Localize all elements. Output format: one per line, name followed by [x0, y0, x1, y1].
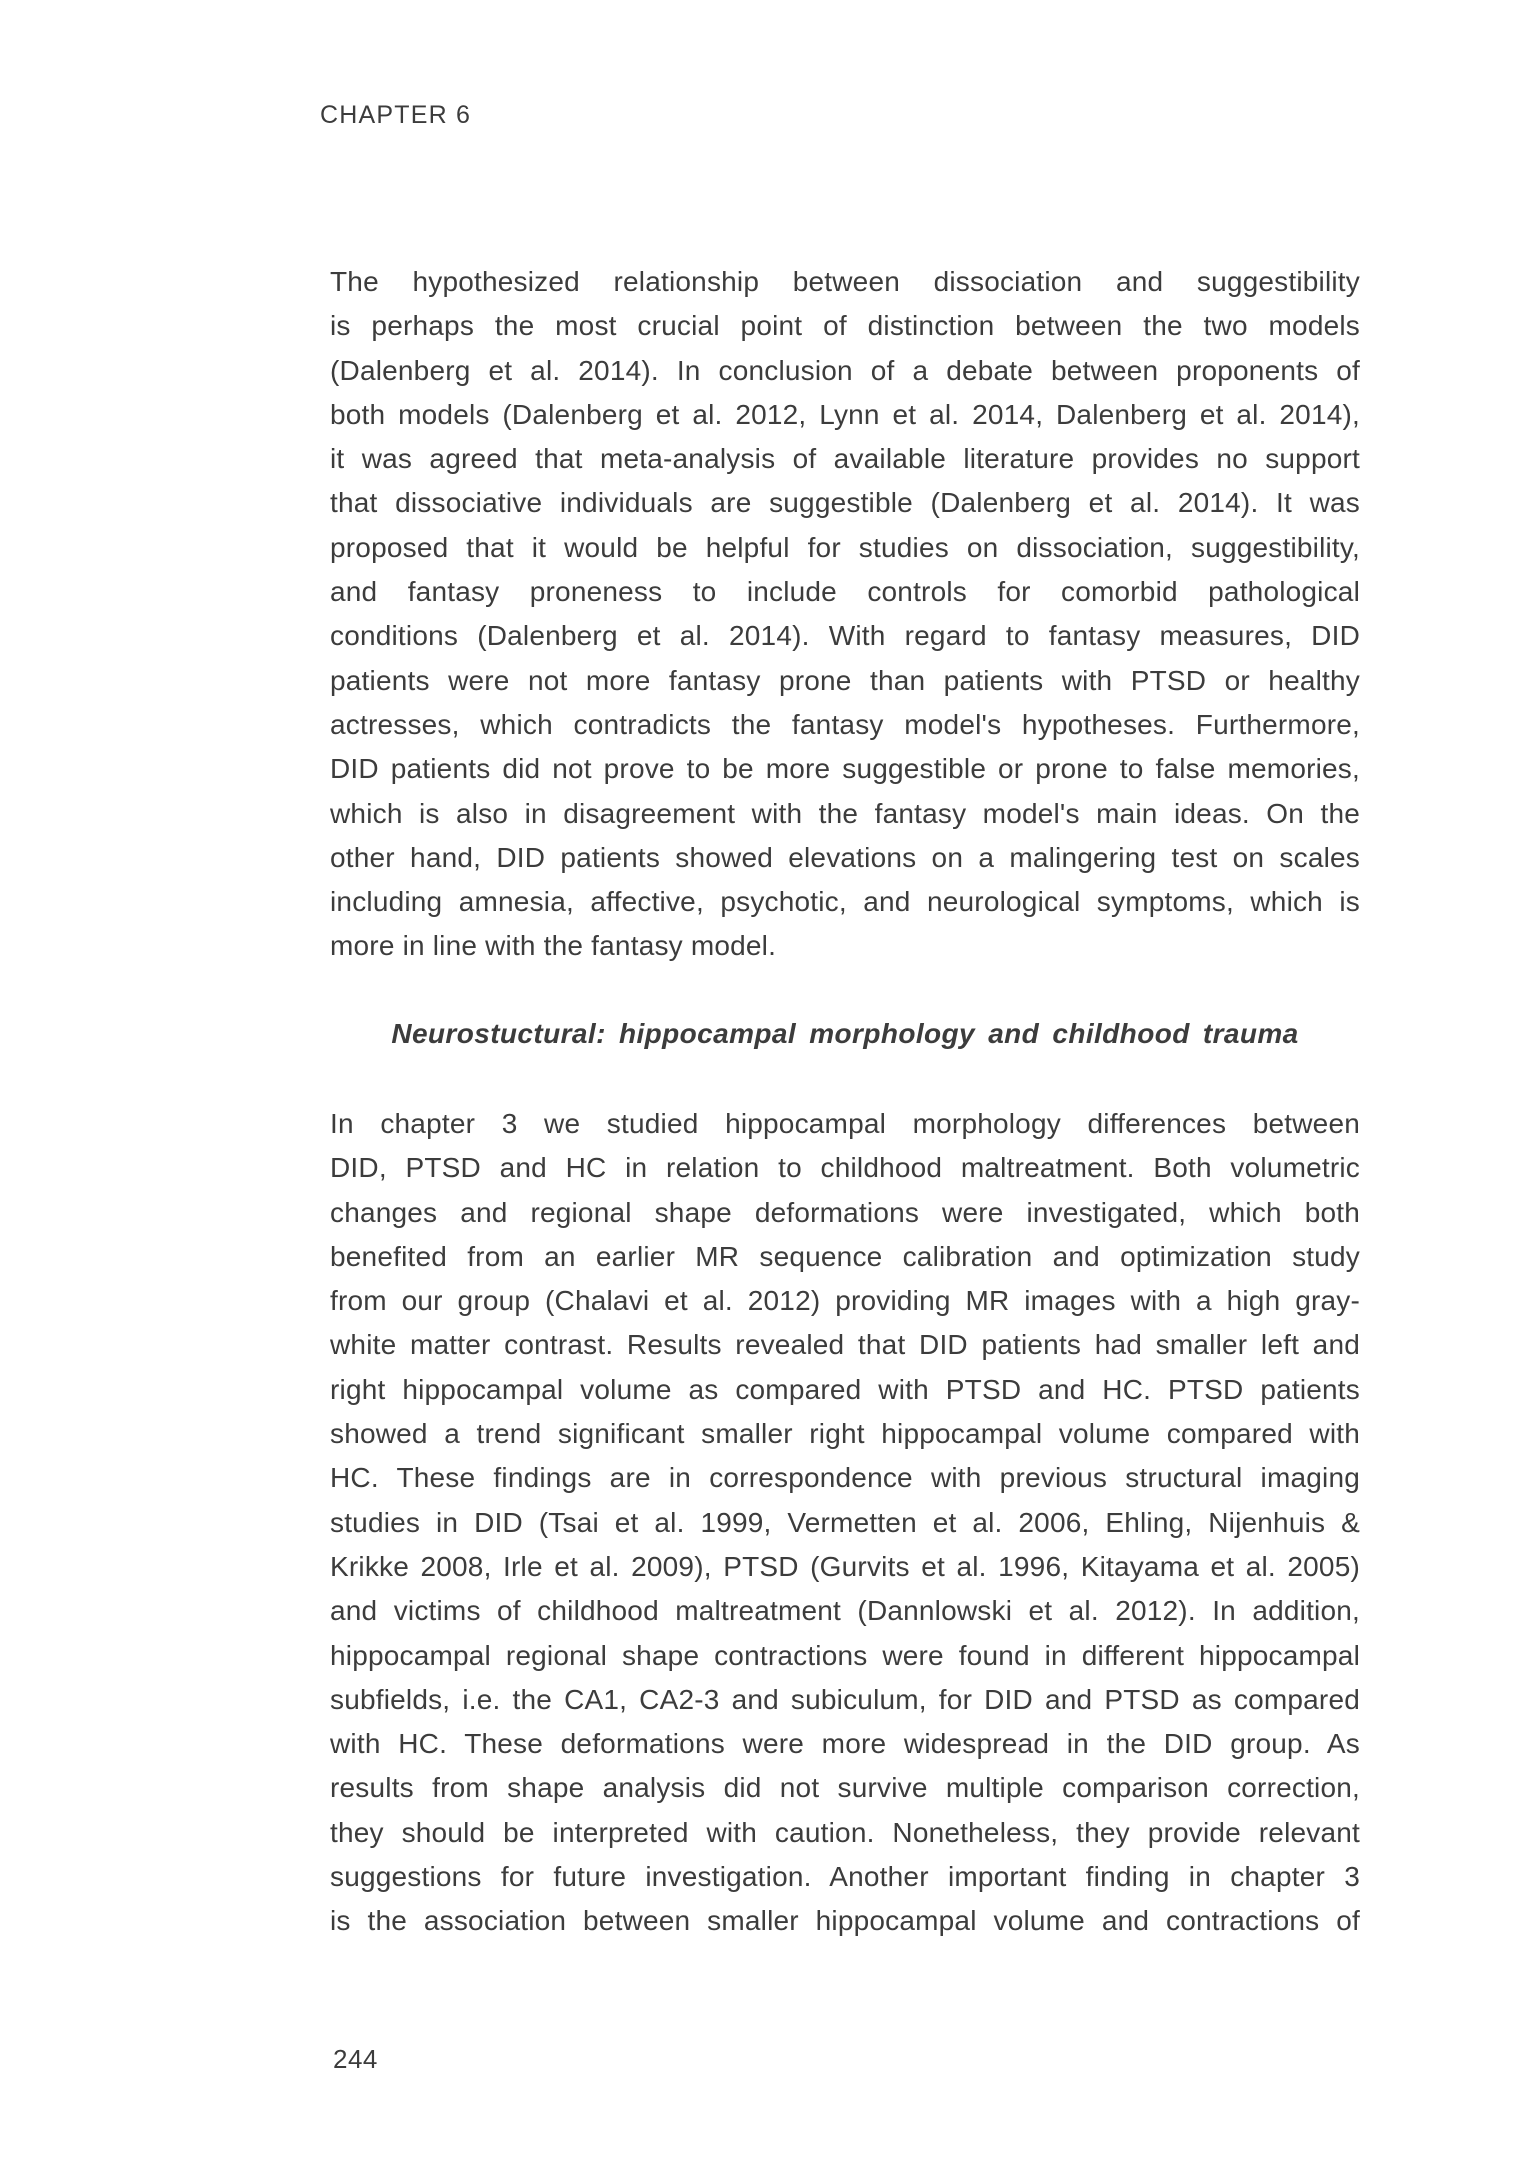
text-line: with HC. These deformations were more widespread in the DID group. As — [330, 1728, 1360, 1760]
text-line: other hand, DID patients showed elevations on a malingering test on scales — [330, 841, 1360, 873]
text-line: and victims of childhood maltreatment (Dannlowski et al. 2012). In addition, — [330, 1595, 1360, 1627]
text-line: studies in DID (Tsai et al. 1999, Vermetten et al. 2006, Ehling, Nijenhuis & — [330, 1506, 1360, 1538]
text-line: more in line with the fantasy model. — [330, 930, 777, 962]
text-line: it was agreed that meta-analysis of available literature provides no support — [330, 443, 1360, 475]
text-line: (Dalenberg et al. 2014). In conclusion of a debate between proponents of — [330, 354, 1360, 386]
text-line: Krikke 2008, Irle et al. 2009), PTSD (Gurvits et al. 1996, Kitayama et al. 2005) — [330, 1550, 1360, 1582]
text-line: white matter contrast. Results revealed that DID patients had smaller left and — [330, 1329, 1360, 1361]
text-line: patients were not more fantasy prone than patients with PTSD or healthy — [330, 664, 1360, 696]
text-line: both models (Dalenberg et al. 2012, Lynn et al. 2014, Dalenberg et al. 2014), — [330, 398, 1360, 430]
text-line: they should be interpreted with caution. Nonetheless, they provide relevant — [330, 1816, 1360, 1848]
section-heading: Neurostuctural: hippocampal morphology and childhood trauma — [391, 1018, 1299, 1049]
text-line: conditions (Dalenberg et al. 2014). With regard to fantasy measures, DID — [330, 620, 1360, 652]
text-line: and fantasy proneness to include controls for comorbid pathological — [330, 576, 1360, 608]
text-line: is the association between smaller hippocampal volume and contractions of — [330, 1905, 1360, 1937]
chapter-header: CHAPTER 6 — [320, 101, 472, 129]
text-line: The hypothesized relationship between dissociation and suggestibility — [330, 266, 1360, 297]
text-line: that dissociative individuals are suggestible (Dalenberg et al. 2014). It was — [330, 487, 1360, 519]
paragraph-2 — [330, 1102, 1360, 1944]
text-line: DID, PTSD and HC in relation to childhood maltreatment. Both volumetric — [330, 1152, 1360, 1184]
text-line: is perhaps the most crucial point of distinction between the two models — [330, 310, 1360, 342]
text-line: benefited from an earlier MR sequence calibration and optimization study — [330, 1240, 1360, 1272]
text-line: which is also in disagreement with the fantasy model's main ideas. On the — [330, 797, 1360, 829]
text-line: suggestions for future investigation. Another important finding in chapter 3 — [330, 1861, 1360, 1893]
text-line: DID patients did not prove to be more suggestible or prone to false memories, — [330, 753, 1360, 785]
text-line: right hippocampal volume as compared with PTSD and HC. PTSD patients — [330, 1373, 1360, 1405]
text-line: changes and regional shape deformations were investigated, which both — [330, 1196, 1360, 1228]
text-line: HC. These findings are in correspondence with previous structural imaging — [330, 1462, 1360, 1494]
text-line: subfields, i.e. the CA1, CA2-3 and subiculum, for DID and PTSD as compared — [330, 1683, 1360, 1715]
text-line: hippocampal regional shape contractions were found in different hippocampal — [330, 1639, 1360, 1671]
text-line: showed a trend significant smaller right hippocampal volume compared with — [330, 1418, 1360, 1450]
text-line: actresses, which contradicts the fantasy model's hypotheses. Furthermore, — [330, 708, 1360, 740]
text-line: results from shape analysis did not survive multiple comparison correction, — [330, 1772, 1360, 1804]
page-number: 244 — [333, 2044, 378, 2074]
text-line: In chapter 3 we studied hippocampal morphology differences between — [330, 1108, 1360, 1139]
paragraph-1 — [330, 260, 1360, 969]
text-line: including amnesia, affective, psychotic, and neurological symptoms, which is — [330, 886, 1360, 918]
text-line: proposed that it would be helpful for studies on dissociation, suggestibility, — [330, 531, 1360, 563]
text-line: from our group (Chalavi et al. 2012) providing MR images with a high gray- — [330, 1285, 1360, 1317]
